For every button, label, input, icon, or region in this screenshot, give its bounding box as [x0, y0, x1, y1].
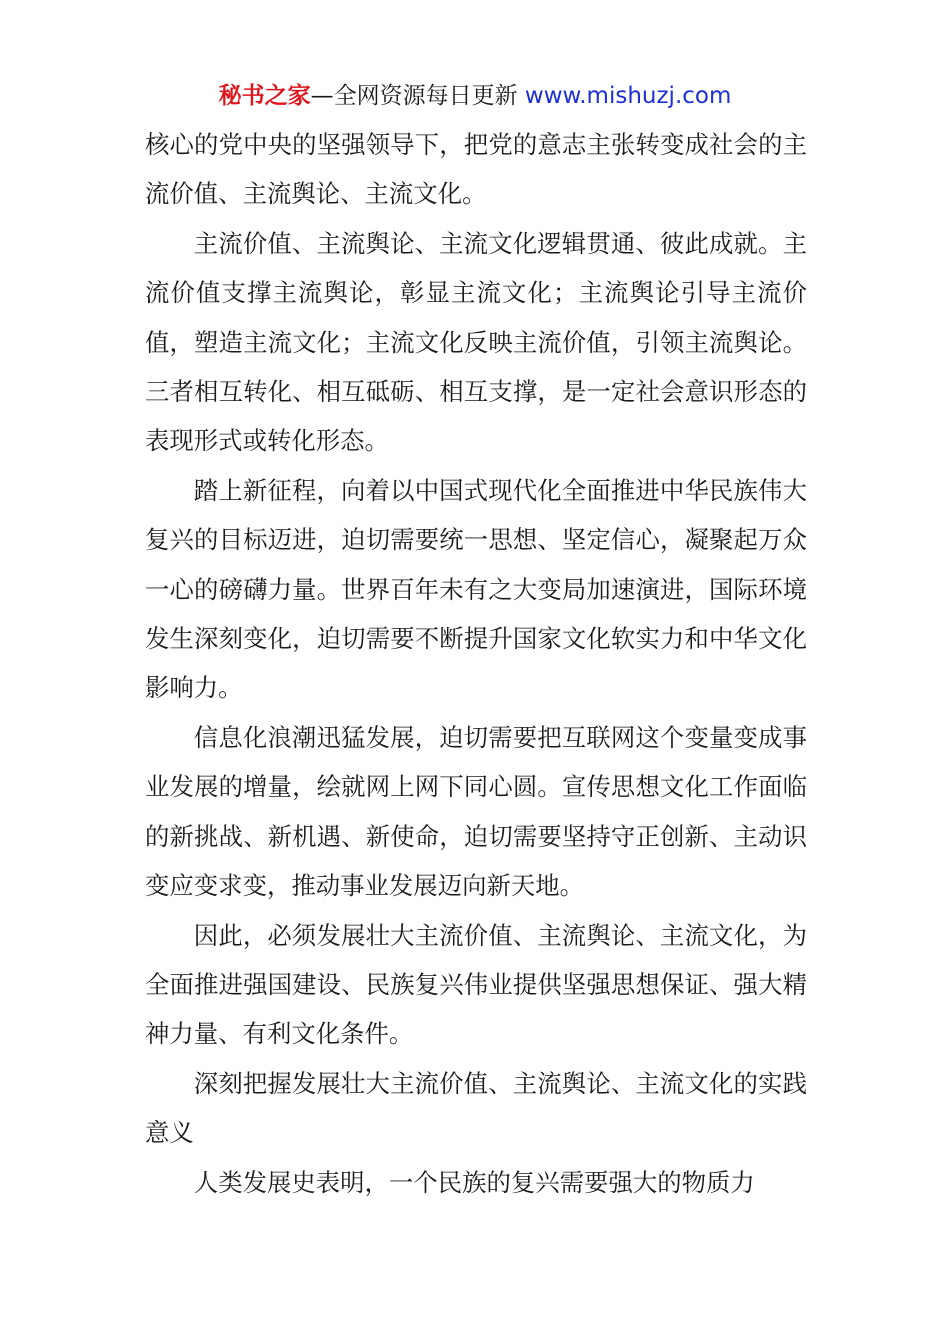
paragraph-continuation: 核心的党中央的坚强领导下，把党的意志主张转变成社会的主流价值、主流舆论、主流文化。 — [145, 130, 807, 209]
page-header — [0, 80, 950, 112]
site-url-link[interactable]: www.mishuzj.com — [524, 83, 732, 109]
section-heading: 深刻把握发展壮大主流价值、主流舆论、主流文化的实践意义 — [145, 1068, 807, 1148]
header-tagline: —全网资源每日更新 — [310, 83, 518, 109]
paragraph: 踏上新征程，向着以中国式现代化全面推进中华民族伟大复兴的目标迈进，迫切需要统一思想、坚定信心，凝聚起万众一心的磅礴力量。世界百年未有之大变局加速演进，国际环境发生深刻变化，迫切需要不断提升国家文化软实力和中华文化影响力。 — [145, 475, 807, 703]
paragraph: 信息化浪潮迅猛发展，迫切需要把互联网这个变量变成事业发展的增量，绘就网上网下同心圆。宣传思想文化工作面临的新挑战、新机遇、新使命，迫切需要坚持守正创新、主动识变应变求变，推动事业发展迈向新天地。 — [145, 722, 807, 901]
paragraph: 主流价值、主流舆论、主流文化逻辑贯通、彼此成就。主流价值支撑主流舆论，彰显主流文化；主流舆论引导主流价值，塑造主流文化；主流文化反映主流价值，引领主流舆论。三者相互转化、相互砥砺、相互支撑，是一定社会意识形态的表现形式或转化形态。 — [145, 228, 807, 456]
paragraph: 因此，必须发展壮大主流价值、主流舆论、主流文化，为全面推进强国建设、民族复兴伟业提供坚强思想保证、强大精神力量、有利文化条件。 — [145, 920, 807, 1049]
brand-name: 秘书之家 — [218, 83, 311, 109]
paragraph: 人类发展史表明，一个民族的复兴需要强大的物质力 — [193, 1167, 755, 1197]
article-body — [145, 120, 807, 1207]
